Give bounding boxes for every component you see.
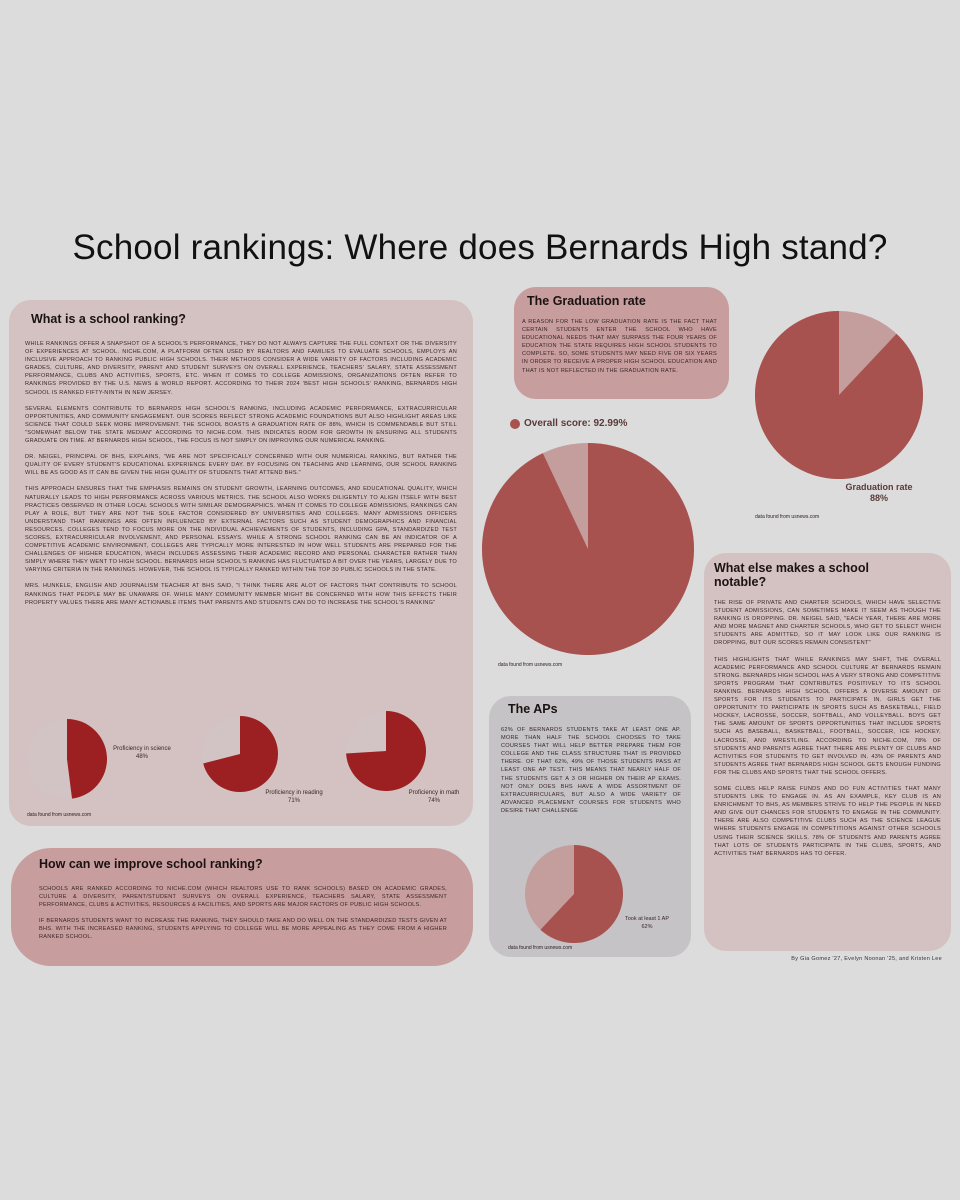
improve-panel: [11, 848, 473, 966]
reading-label-text: Proficiency in reading: [265, 790, 323, 796]
ranking-source: data found from usnews.com: [27, 812, 92, 818]
ranking-paragraph-3: DR. NEIGEL, PRINCIPAL OF BHS, EXPLAINS, "WE ARE NOT SPECIFICALLY CONCERNED WITH OUR NUMERICAL RANKING, BUT RATHER THE QUALITY OF EVERY STUDENT'S EDUCATIONAL EXPERIENCE EVERY DAY. BY FOCUSING ON TEACHING AND LEARNING, OUR SCHOOL RANKING WILL BE AS GOOD AS IT CAN BE GIVEN THE HIGH QUALITY OF STUDENTS THAT ATTEND BHS.": [25, 454, 457, 477]
overall-legend: [510, 418, 627, 429]
math-pie-chart: [345, 710, 427, 792]
graduation-text: A REASON FOR THE LOW GRADUATION RATE IS THE FACT THAT CERTAIN STUDENTS ENTER THE SCHOOL WHO HAVE EDUCATIONAL NEEDS THAT MAY SURPASS THE FOUR YEARS OF EDUCATION THE STATE REQUIRES HIGH SCHOOL STUDENTS TO COMPLETE. SO, SOME STUDENTS MAY NEED FIVE OR SIX YEARS IN ORDER TO RECEIVE A PROPER HIGH SCHOOL EDUCATION AND THAT IS NOT REFLECTED IN THE GRADUATION RATE.: [522, 319, 717, 374]
math-pie-label: [398, 789, 470, 805]
science-label-text: Proficiency in science: [113, 746, 171, 752]
reading-pie-label: [256, 789, 332, 805]
overall-pie-slice: [482, 443, 694, 655]
reading-pie-chart: [201, 715, 279, 793]
ranking-heading: What is a school ranking?: [31, 312, 186, 326]
graduation-source: data found from usnews.com: [755, 514, 820, 520]
notable-paragraph-3: SOME CLUBS HELP RAISE FUNDS AND DO FUN ACTIVITIES THAT MANY STUDENTS LIKE TO ENGAGE IN. AS AN EXAMPLE, KEY CLUB IS AN ENRICHMENT TO BHS, AS MEMBERS STRIVE TO HELP THE PEOPLE IN NEED AND GIVE OUT CHANCES FOR STUDENTS TO ENGAGE IN THE COMMUNITY. THERE ARE ALSO COMPETITIVE CLUBS SUCH AS THE SCIENCE LEAGUE WHERE STUDENTS ENGAGE IN COMPETITIONS AGAINST OTHER SCHOOLS USING THEIR SCIENCE SKILLS. 78% OF STUDENTS AND PARENTS AGREE THAT LOTS OF STUDENTS PARTICIPATE IN THE CLUBS, SPORTS, AND ACTIVITIES THAT BERNARDS HAS TO OFFER.: [714, 785, 941, 857]
overall-legend-dot: [510, 419, 520, 429]
reading-value-text: 71%: [287, 798, 300, 804]
graduation-heading: The Graduation rate: [527, 294, 646, 308]
improve-heading: How can we improve school ranking?: [39, 857, 263, 871]
science-pie-label: [104, 745, 180, 761]
math-value-text: 74%: [427, 798, 440, 804]
notable-panel: [704, 553, 951, 951]
aps-text: 62% OF BERNARDS STUDENTS TAKE AT LEAST ONE AP. MORE THAN HALF THE SCHOOL CHOOSES TO TAKE COURSES THAT WILL HELP BETTER PREPARE THEM FOR COLLEGE AND THE CLASS STRUCTURE THAT IS PROVIDED THERE. OF THAT 62%, 49% OF THOSE STUDENTS PASS AT LEAST ONE AP TEST. THIS MEANS THAT NEARLY HALF OF THE STUDENTS GET A 3 OR HIGHER ON THEIR AP EXAMS. NOT ONLY DOES BHS HAVE A WIDE ASSORTMENT OF EXTRACURRICULARS, BUT ALSO A WIDE VARIETY OF ADVANCED PLACEMENT COURSES FOR STUDENTS WHO DESIRE THAT CHALLENGE: [501, 727, 681, 814]
ranking-paragraph-5: MRS. HUNKELE, ENGLISH AND JOURNALISM TEACHER AT BHS SAID, "I THINK THERE ARE ALOT OF FACTORS THAT CONTRIBUTE TO SCHOOL RANKINGS THAT PEOPLE MAY BE UNAWARE OF. WHILE MANY COMMUNITY MEMBER MIGHT BE CONCERNED WITH HOW THIS EFFECTS THEIR PROPERTY VALUES THERE ARE MANY ACTIONABLE ITEMS THAT PARENTS AND STUDENTS CAN DO TO INCREASE THE SCHOOL'S RANKING": [25, 583, 457, 606]
graduation-panel: [514, 287, 729, 399]
aps-source: data found from usnews.com: [508, 945, 573, 951]
aps-heading: The APs: [508, 702, 558, 716]
aps-pie-label: [614, 915, 680, 931]
science-value-text: 48%: [135, 754, 148, 760]
author-credit: By Gia Gomez '27, Evelyn Noonan '25, and Kristen Lee: [791, 956, 942, 962]
notable-paragraph-2: THIS HIGHLIGHTS THAT WHILE RANKINGS MAY SHIFT, THE OVERALL ACADEMIC PERFORMANCE AND SCHOOL CULTURE AT BERNARDS REMAIN STRONG. BERNARDS HIGH SCHOOL HAS A VERY STRONG AND COMPETITIVE SPORTS PROGRAM THAT CONTRIBUTES POSITIVELY TO ITS SCHOOL RANKING. BERNARDS HIGH SCHOOL OFFERS A DIVERSE AMOUNT OF SPORTS FOR ITS STUDENTS TO PARTICIPATE IN. GIRLS GET THE OPPORTUNITY TO PARTICIPATE IN SPORTS SUCH AS BASKETBALL, FIELD HOCKEY, LACROSSE, SOCCER, SOFTBALL, AND VOLLEYBALL. BOYS GET THE SAME AMOUNT OF SPORTS OPPORTUNITIES THAT INCLUDE SPORTS SUCH AS BASEBALL, BASKETBALL, FOOTBALL, SOCCER, ICE HOCKEY, LACROSSE, AND WRESTLING. ACCORDING TO NICHE.COM, 78% OF STUDENTS AND PARENTS AGREE THAT THERE ARE PLENTY OF CLUBS AND ACTIVITIES FOR STUDENTS TO GET INVOLVED IN. 43% OF PARENTS AND STUDENTS AGREE THAT BERNARDS HIGH SCHOOL GETS ENOUGH FUNDING FOR THE CLUBS AND SPORTS THAT THE SCHOOL OFFERS.: [714, 656, 941, 776]
overall-pie-chart: [481, 442, 695, 656]
graduation-pie-chart: [754, 310, 924, 480]
ranking-paragraph-2: SEVERAL ELEMENTS CONTRIBUTE TO BERNARDS HIGH SCHOOL'S RANKING, INCLUDING ACADEMIC PERFORMANCE, EXTRACURRICULAR OPPORTUNITIES, AND COMMUNITY ENGAGEMENT. OUR SCORES REFLECT STRONG ACADEMIC FOUNDATIONS BUT ALSO HIGHLIGHT AREAS LIKE SCIENCE THAT COULD SEEK MORE IMPROVEMENT. THE SCHOOL BOASTS A GRADUATION RATE OF 88%, WHICH IS COMMENDABLE BUT STILL "SOMEWHAT BELOW THE STATE MEDIAN" ACCORDING TO NICHE.COM. THIS INDICATES ROOM FOR GROWTH IN ENSURING ALL STUDENTS GRADUATE ON TIME. AT BERNARDS HIGH SCHOOL, THE FOCUS IS NOT SIMPLY ON IMPROVING OUR NUMERICAL RANKING.: [25, 405, 457, 445]
ranking-paragraph-1: WHILE RANKINGS OFFER A SNAPSHOT OF A SCHOOL'S PERFORMANCE, THEY DO NOT ALWAYS CAPTURE THE FULL CONTEXT OR THE DIVERSITY OF EXPERIENCES AT SCHOOL. NICHE.COM, A PLATFORM OFTEN USED BY REALTORS AND FAMILIES TO EVALUATE SCHOOLS, EMPLOYS AN INCLUSIVE APPROACH TO RANKING PUBLIC HIGH SCHOOLS. THEIR METHODS CONSIDER A WIDE VARIETY OF FACTORS INCLUDING ACADEMIC GRADES, CULTURE, AND DIVERSITY, PARENT AND STUDENT SURVEYS ON OVERALL EXPERIENCE, TEACHERS' SALARY, STATE ASSESSMENT PERFORMANCE, CLUBS AND ACTIVITIES, SPORTS, ETC. WHEN IT COMES TO COLLEGE ADMISSIONS, ORGANIZATIONS OFTEN REFER TO RANKINGS PROVIDED BY THE U.S. NEWS & WORLD REPORT. ACCORDING TO THEIR 2024 'BEST HIGH SCHOOLS' RANKING, BERNARDS HIGH SCHOOL IS RANKED FIFTY-NINTH IN NEW JERSEY.: [25, 341, 457, 396]
graduation-pie-label: [829, 482, 929, 504]
ranking-paragraph-4: THIS APPROACH ENSURES THAT THE EMPHASIS REMAINS ON STUDENT GROWTH, LEARNING OUTCOMES, AND EDUCATIONAL QUALITY, WHICH NATURALLY LEADS TO HIGH PERFORMANCE ACROSS VARIOUS METRICS. THE SCHOOL ALSO WORKS DILIGENTLY TO ALIGN ITSELF WITH BEST PRACTICES OBSERVED IN OTHER LOCAL SCHOOLS WITH SIMILAR DEMOGRAPHICS. WHEN IT COMES TO COLLEGE ADMISSIONS, RANKINGS CAN PLAY A ROLE, BUT THEY ARE NOT THE SOLE FACTOR CONSIDERED BY UNIVERSITIES AND COLLEGES. MANY ADMISSIONS OFFICERS UNDERSTAND THAT RANKINGS ARE OFTEN INFLUENCED BY EXTERNAL FACTORS SUCH AS STUDENT DEMOGRAPHICS AND FINANCIAL RESOURCES. COLLEGES TEND TO FOCUS MORE ON THE INDIVIDUAL ACHIEVEMENTS OF STUDENTS, INCLUDING GPA, STANDARDIZED TEST SCORES, EXTRACURRICULAR INVOLVEMENT, AND PERSONAL ESSAYS. WHILE A STRONG SCHOOL RANKING CAN BE AN INDICATOR OF A COMPETITIVE ACADEMIC ENVIRONMENT, COLLEGES ARE TYPICALLY MORE INTERESTED IN HOW WELL STUDENTS ARE PREPARED FOR THE CHALLENGES OF HIGHER EDUCATION, WHICH INCLUDES ASSESSING THEIR ACADEMIC RECORD AND PERSONAL CHARACTER RATHER THAN SIMPLY WHERE THEY WENT TO HIGH SCHOOL. BERNARDS HIGH SCHOOL'S RANKING HAS FLUCTUATED A BIT OVER THE YEARS, LARGELY DUE TO VARYING CRITERIA IN THE RANKINGS. HOWEVER, THE SCHOOL IS TYPICALLY RANKED WITHIN THE TOP 30 PUBLIC SCHOOLS IN THE STATE.: [25, 486, 457, 574]
aps-pie-chart: [524, 844, 624, 944]
graduation-label-text: Graduation rate: [845, 482, 913, 492]
graduation-value-text: 88%: [869, 493, 888, 503]
graduation-pie-slice: [755, 311, 923, 479]
overall-source: data found from usnews.com: [498, 662, 563, 668]
science-pie-chart: [26, 718, 108, 800]
notable-heading: What else makes a school notable?: [714, 561, 869, 589]
math-label-text: Proficiency in math: [408, 790, 460, 796]
page-title: School rankings: Where does Bernards High stand?: [72, 228, 888, 267]
overall-label: Overall score: 92.99%: [524, 418, 628, 429]
aps-label-text: Took at least 1 AP: [624, 916, 670, 922]
improve-paragraph-1: SCHOOLS ARE RANKED ACCORDING TO NICHE.COM (WHICH REALTORS USE TO RANK SCHOOLS) BASED ON ACADEMIC GRADES, CULTURE & DIVERSITY, PARENT/STUDENT SURVEYS ON OVERALL EXPERIENCE, TEACHERS SALARY, STATE ASSESSMENT PERFORMANCE, CLUBS & ACTIVITIES, RESOURCES & FACILITIES, AND SPORTS ARE MAJOR FACTORS OF PUBLIC HIGH SCHOOLS.: [39, 886, 447, 909]
improve-paragraph-2: IF BERNARDS STUDENTS WANT TO INCREASE THE RANKING, THEY SHOULD TAKE AND DO WELL ON THE STANDARDIZED TESTS GIVEN AT BHS. WITH THE INCREASED RANKING, STUDENTS APPLYING TO COLLEGE WILL BE MORE APPEALING AS THEY COME FROM A HIGHER RANKED SCHOOL.: [39, 918, 447, 941]
science-pie-slice: [67, 719, 107, 799]
notable-paragraph-1: THE RISE OF PRIVATE AND CHARTER SCHOOLS, WHICH HAVE SELECTIVE STUDENT ADMISSIONS, CAN SOMETIMES MAKE IT SEEM AS THOUGH THE RANKING IS DROPPING. DR. NEIGEL SAID, "EACH YEAR, THERE ARE MORE AND MORE MAGNET AND CHARTER SCHOOLS, WHO GET TO SELECT WHICH STUDENTS ARE ADMITTED, SO IT MAY LOOK LIKE OUR RANKING IS DROPPING, BUT OUR SCORES REMAIN CONSISTENT": [714, 600, 941, 647]
aps-value-text: 62%: [641, 924, 653, 930]
